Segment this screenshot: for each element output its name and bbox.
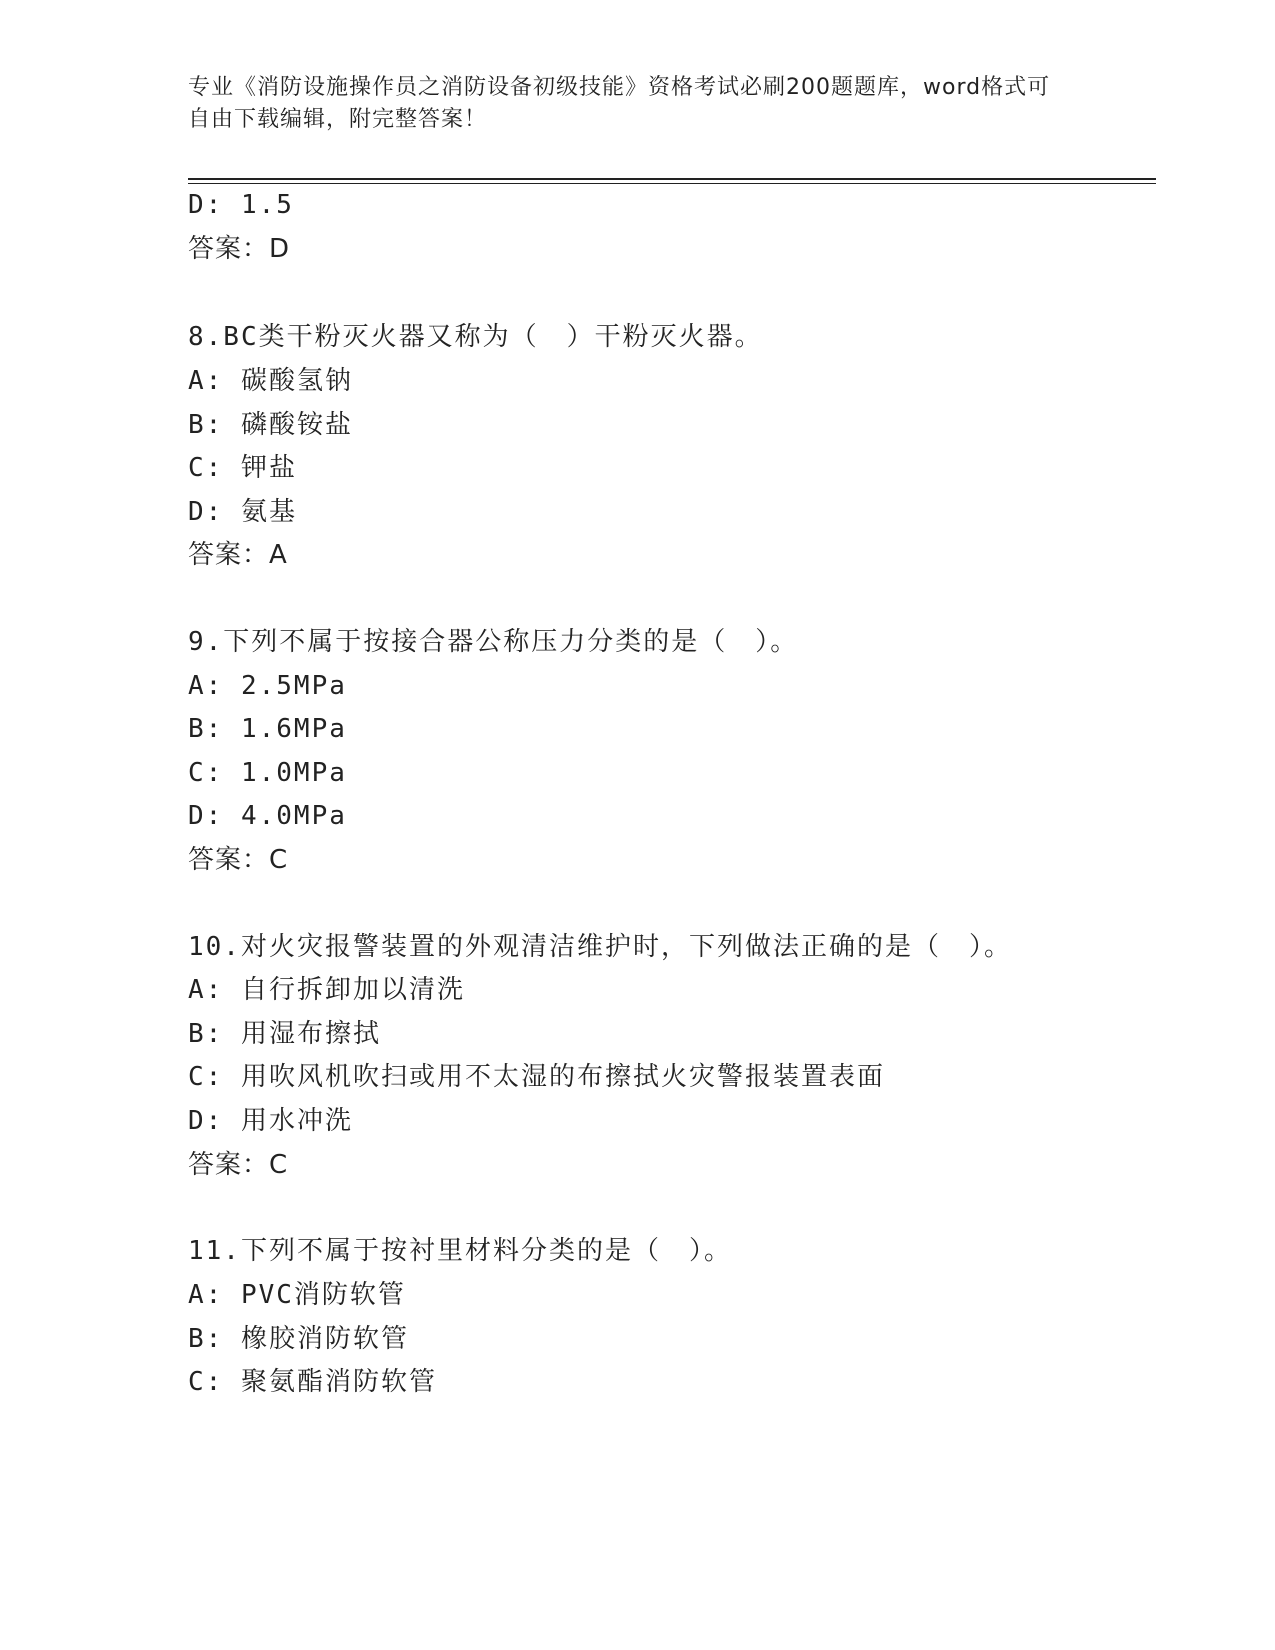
option-c: C: 钾盐 (188, 453, 297, 483)
answer-text: 答案：C (188, 1150, 289, 1180)
header-divider-thick (188, 178, 1156, 180)
question-text: 10.对火灾报警装置的外观清洁维护时，下列做法正确的是（ ）。 (188, 932, 1012, 962)
option-b: B: 磷酸铵盐 (188, 410, 353, 440)
option-b: B: 用湿布擦拭 (188, 1019, 381, 1049)
option-d: D: 用水冲洗 (188, 1106, 353, 1136)
option-a: A: PVC消防软管 (188, 1280, 406, 1310)
option-c: C: 1.0MPa (188, 758, 347, 788)
option-b: B: 1.6MPa (188, 714, 347, 744)
option-a: A: 2.5MPa (188, 671, 347, 701)
option-d: D: 氨基 (188, 497, 297, 527)
question-text: 8.BC类干粉灭火器又称为（ ）干粉灭火器。 (188, 322, 763, 352)
option-c: C: 用吹风机吹扫或用不太湿的布擦拭火灾警报装置表面 (188, 1062, 885, 1092)
document-header: 专业《消防设施操作员之消防设备初级技能》资格考试必刷200题题库，word格式可自由下载编辑，附完整答案！ (188, 75, 1051, 132)
option-a: A: 自行拆卸加以清洗 (188, 975, 465, 1005)
answer-text: 答案：C (188, 845, 289, 875)
option-a: A: 碳酸氢钠 (188, 366, 353, 396)
option-b: B: 橡胶消防软管 (188, 1324, 409, 1354)
question-text: 11.下列不属于按衬里材料分类的是（ ）。 (188, 1236, 732, 1266)
answer-text: 答案：D (188, 234, 291, 264)
question-text: 9.下列不属于按接合器公称压力分类的是（ ）。 (188, 627, 799, 657)
option-c: C: 聚氨酯消防软管 (188, 1367, 437, 1397)
option-d: D: 4.0MPa (188, 801, 347, 831)
option-d: D: 1.5 (188, 190, 294, 220)
answer-text: 答案：A (188, 540, 288, 570)
header-divider-thin (188, 183, 1156, 184)
